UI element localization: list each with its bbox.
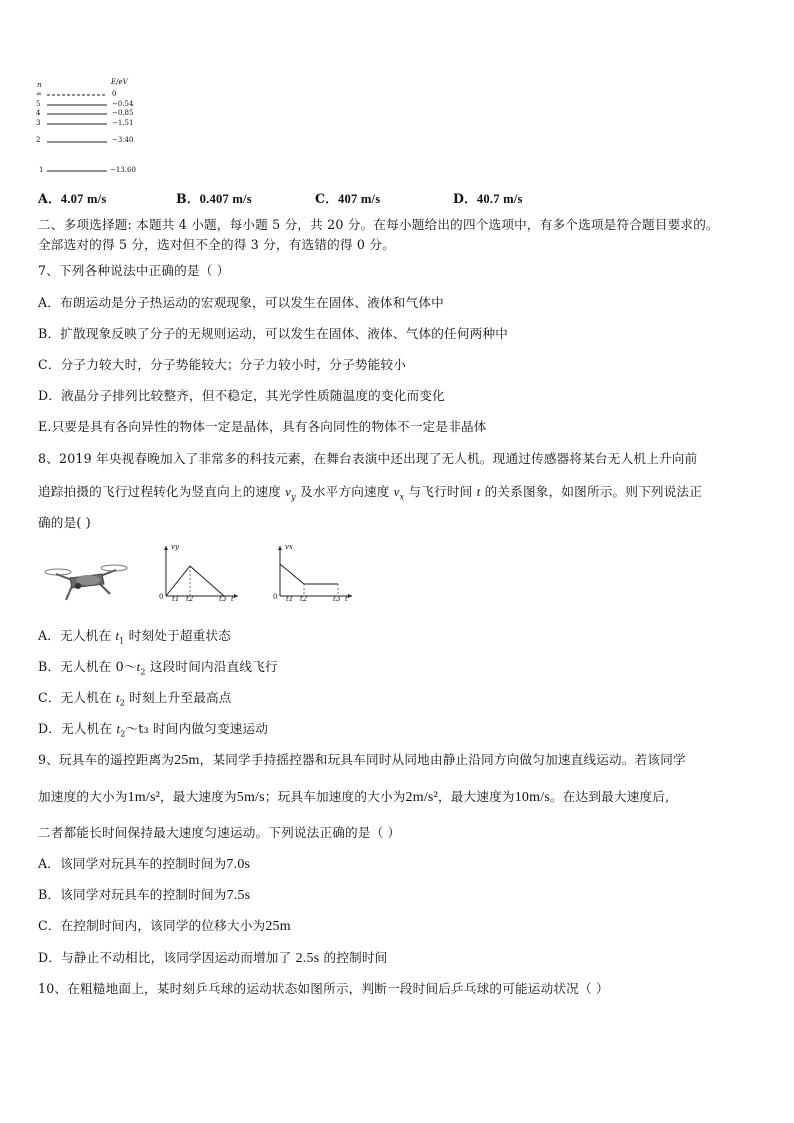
vx-tick-t3: t3: [333, 595, 341, 603]
level-n-5: 5: [36, 100, 41, 108]
level-line-inf: [47, 93, 109, 97]
q7-option-d: D．液晶分子排列比较整齐，但不稳定，其光学性质随温度的变化而变化: [38, 388, 445, 403]
level-n-3: 3: [36, 119, 41, 127]
vx-origin: 0: [273, 593, 278, 601]
q8-option-d: D．无人机在 $t_2\sim t_3$ 时间内做匀变速运动: [38, 721, 269, 739]
q9-option-a: A．该同学对玩具车的控制时间为7.0s: [38, 856, 251, 872]
vx-axis-label: vx: [285, 543, 293, 551]
q8-line1: 8、2019 年央视春晚加入了非常多的科技元素，在舞台表演中还出现了无人机。现通过传感器将某台无人机上升向前: [38, 451, 698, 466]
vx-t-axis-label: t: [345, 595, 348, 603]
n-axis-label: n: [37, 81, 42, 89]
level-line-5: [47, 103, 109, 107]
q7-option-b: B．扩散现象反映了分子的无规则运动，可以发生在固体、液体、气体的任何两种中: [38, 326, 509, 341]
q8-line3: 确的是( ): [38, 515, 91, 530]
section2-line2: 全部选对的得 5 分，选对但不全的得 3 分，有选错的得 0 分。: [38, 237, 395, 252]
level-line-4: [47, 112, 109, 116]
vx-tick-t2: t2: [300, 595, 308, 603]
q7-stem: 7、下列各种说法中正确的是（ ）: [38, 263, 230, 278]
drone-picture: [42, 556, 130, 604]
level-e-1: −13.60: [110, 166, 136, 174]
vy-tick-t2: t2: [186, 595, 194, 603]
level-e-5: −0.54: [112, 100, 134, 108]
vy-axis-label: vy: [171, 543, 179, 551]
q9-line3: 二者都能长时间保持最大速度匀速运动。下列说法正确的是（ ）: [38, 825, 401, 840]
q8-line2: 追踪拍摄的飞行过程转化为竖直向上的速度 $v_y$ 及水平方向速度 $v_x$ 与飞行时间 t 的关系图象，如图所示。则下列说法正: [38, 484, 703, 502]
level-e-3: −1.51: [112, 119, 134, 127]
q7-option-e: E.只要是具有各向异性的物体一定是晶体，具有各向同性的物体不一定是非晶体: [38, 419, 487, 434]
q8-option-a: A．无人机在 $t_1$ 时刻处于超重状态: [38, 628, 232, 646]
vx-t-graph-axes: [272, 544, 354, 604]
q9-line1: 9、玩具车的遥控距离为25m，某同学手持摇控器和玩具车同时从同地由静止沿同方向做匀加速直线运动。若该同学: [38, 752, 686, 768]
level-n-inf: ∞: [36, 90, 42, 98]
vy-t-graph-axes: [158, 544, 240, 604]
vy-tick-t3: t3: [219, 595, 227, 603]
q6-option-c: C．407 m/s: [315, 191, 381, 206]
q6-option-a: A．4.07 m/s: [38, 191, 107, 206]
q6-option-b: B．0.407 m/s: [176, 191, 252, 206]
q6-option-d: D．40.7 m/s: [453, 191, 523, 206]
level-e-inf: 0: [112, 90, 117, 98]
q9-option-c: C．在控制时间内，该同学的位移大小为25m: [38, 918, 291, 934]
level-n-1: 1: [39, 166, 44, 174]
q10-stem: 10、在粗糙地面上，某时刻乒乓球的运动状态如图所示，判断一段时间后乒乓球的可能运动状况（ ）: [38, 981, 609, 996]
energy-axis-label: E/eV: [111, 78, 128, 86]
level-line-1: [47, 169, 109, 173]
level-line-2: [47, 140, 109, 144]
vy-origin: 0: [159, 593, 164, 601]
section2-line1: 二、多项选择题: 本题共 4 小题，每小题 5 分，共 20 分。在每小题给出的四个选项中，有多个选项是符合题目要求的。: [38, 217, 719, 232]
q9-option-d: D．与静止不动相比，该同学因运动而增加了 2.5s 的控制时间: [38, 950, 388, 966]
q7-option-c: C．分子力较大时，分子势能较大；分子力较小时，分子势能较小: [38, 357, 407, 372]
level-e-2: −3.40: [112, 136, 134, 144]
q9-option-b: B．该同学对玩具车的控制时间为7.5s: [38, 887, 251, 903]
vx-tick-t1: t1: [286, 595, 294, 603]
vy-t-axis-label: t: [231, 595, 234, 603]
q7-option-a: A．布朗运动是分子热运动的宏观现象，可以发生在固体、液体和气体中: [38, 295, 444, 310]
level-n-4: 4: [36, 109, 41, 117]
q8-option-c: C．无人机在 $t_2$ 时刻上升至最高点: [38, 690, 232, 708]
vy-tick-t1: t1: [172, 595, 180, 603]
level-n-2: 2: [36, 136, 41, 144]
q9-line2: 加速度的大小为1m/s²，最大速度为5m/s；玩具车加速度的大小为2m/s²，最大速度为10m/s。在达到最大速度后,: [38, 789, 670, 805]
level-line-3: [47, 122, 109, 126]
q8-option-b: B．无人机在 $0\sim t_2$ 这段时间内沿直线飞行: [38, 659, 278, 677]
level-e-4: −0.85: [112, 109, 134, 117]
